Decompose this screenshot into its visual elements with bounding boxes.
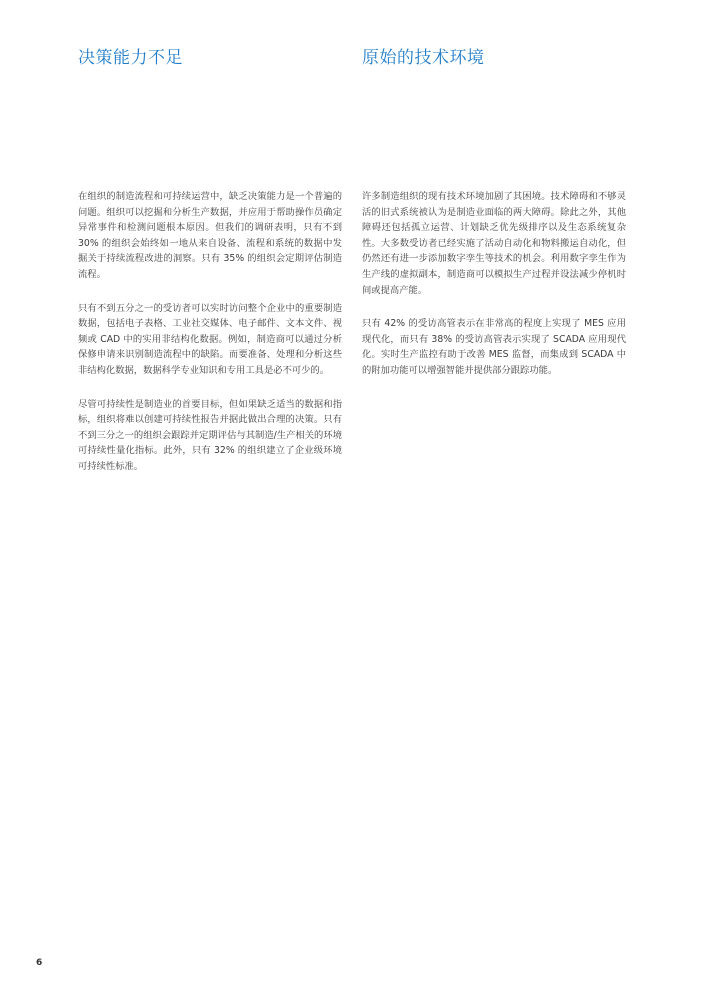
body-paragraph: 只有 42% 的受访高管表示在非常高的程度上实现了 MES 应用现代化，而只有 38% 的受访高管表示实现了 SCADA 应用现代化。实时生产监控有助于改善 MES 监督，而集成到 SCADA 中的附加功能可以增强智能并提供部分跟踪功能。 [362, 318, 626, 376]
right-column [362, 189, 626, 397]
body-paragraph: 尽管可持续性是制造业的首要目标，但如果缺乏适当的数据和指标，组织将难以创建可持续性报告并据此做出合理的决策。只有不到三分之一的组织会跟踪并定期评估与其制造/生产相关的环境可持续性量化指标。此外，只有 32% 的组织建立了企业级环境可持续性标准。 [78, 398, 342, 472]
body-paragraph: 在组织的制造流程和可持续运营中，缺乏决策能力是一个普遍的问题。组织可以挖掘和分析生产数据，并应用于帮助操作员确定异常事件和检测问题根本原因。但我们的调研表明，只有不到 30% 的组织会始终如一地从来自设备、流程和系统的数据中发掘关于持续流程改进的洞察。只有 35% 的组织会定期评估制造流程。 [78, 191, 342, 280]
page-number: 6 [36, 958, 43, 968]
body-paragraph: 许多制造组织的现有技术环境加剧了其困境。技术障碍和不够灵活的旧式系统被认为是制造业面临的两大障碍。除此之外，其他障碍还包括孤立运营、计划缺乏优先级排序以及生态系统复杂性。大多数受访者已经实施了活动自动化和物料搬运自动化，但仍然还有进一步添加数字孪生等技术的机会。利用数字孪生作为生产线的虚拟副本，制造商可以模拟生产过程并设法减少停机时间或提高产能。 [362, 191, 626, 296]
body-paragraph: 只有不到五分之一的受访者可以实时访问整个企业中的重要制造数据，包括电子表格、工业社交媒体、电子邮件、文本文件、视频或 CAD 中的实用非结构化数据。例如，制造商可以通过分析保修申请来识别制造流程中的缺陷。而要准备、处理和分析这些非结构化数据，数据科学专业知识和专用工具是必不可少的。 [78, 302, 342, 376]
left-column [78, 189, 342, 493]
section-heading-decision: 决策能力不足 [78, 48, 183, 68]
section-heading-tech-environment: 原始的技术环境 [362, 48, 485, 68]
